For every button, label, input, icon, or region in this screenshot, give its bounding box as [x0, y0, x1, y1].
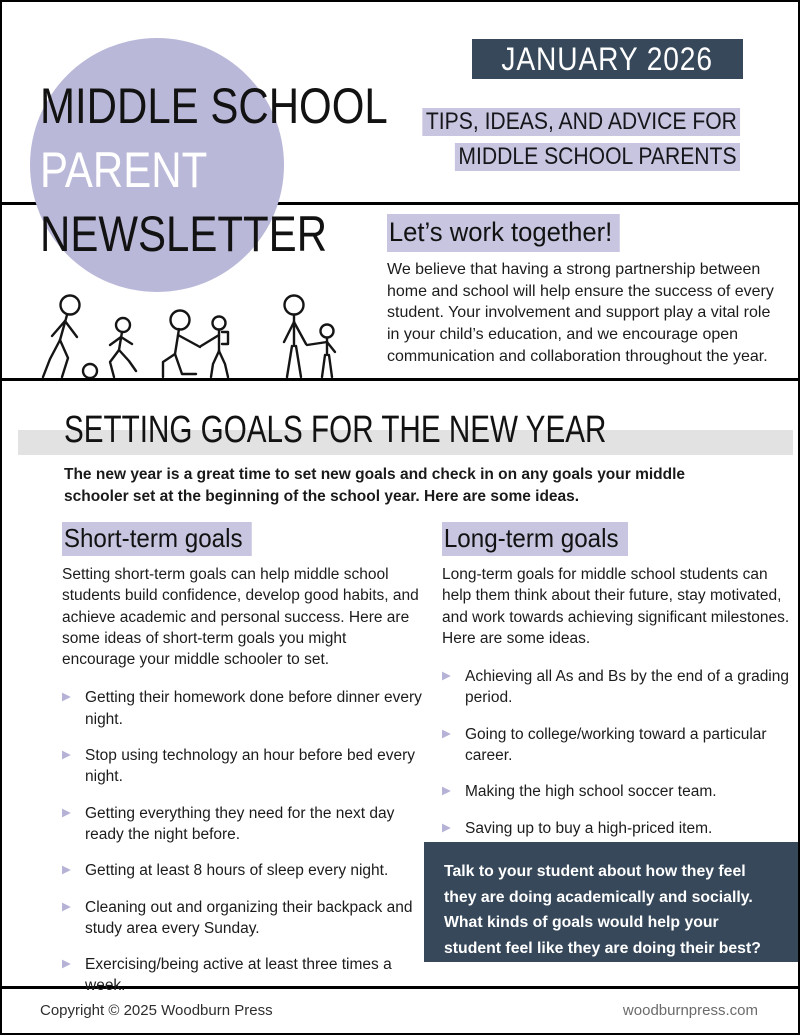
section-title: SETTING GOALS FOR THE NEW YEAR — [64, 409, 607, 451]
intro-section — [387, 214, 782, 368]
bullet-triangle-icon: ▶ — [62, 864, 71, 877]
list-item: ▶ Saving up to buy a high-priced item. — [442, 819, 713, 837]
issue-date: JANUARY 2026 — [501, 40, 714, 77]
intro-body: We believe that having a strong partnership between home and school will help ensure the success of every student. Your involvement and support play a vital role in your child’s education, and we encourage open communication and collaboration throughout the year. — [387, 261, 774, 365]
list-item: ▶ Getting their homework done before dinner every night. — [62, 689, 422, 728]
issue-banner — [472, 39, 743, 79]
bullet-triangle-icon: ▶ — [62, 691, 71, 704]
divider-middle — [2, 378, 800, 381]
list-item: ▶ Stop using technology an hour before bed every night. — [62, 747, 416, 786]
callout-text: Talk to your student about how they feel they are doing academically and socially. What kinds of goals would help your student feel like they are doing their best? — [444, 863, 761, 957]
bullet-triangle-icon: ▶ — [62, 900, 71, 913]
section-intro: The new year is a great time to set new goals and check in on any goals your middle schooler set at the beginning of the school year. Here are some ideas. — [64, 466, 686, 505]
tagline-line2: MIDDLE SCHOOL PARENTS — [379, 143, 740, 171]
masthead-title-line1: MIDDLE SCHOOL — [40, 78, 388, 134]
parents-children-illustration — [30, 294, 340, 379]
intro-heading: Let’s work together! — [387, 214, 782, 252]
short-term-heading: Short-term goals — [62, 522, 422, 556]
footer-copyright: Copyright © 2025 Woodburn Press — [40, 1002, 273, 1019]
bullet-triangle-icon: ▶ — [442, 727, 451, 740]
short-term-goals-column — [62, 522, 422, 1012]
list-item: ▶ Going to college/working toward a particular career. — [442, 725, 767, 765]
bullet-triangle-icon: ▶ — [62, 806, 71, 819]
bullet-triangle-icon: ▶ — [442, 670, 451, 683]
footer-website: woodburnpress.com — [622, 1002, 758, 1019]
long-term-goals-column — [442, 522, 792, 854]
short-term-body: Setting short-term goals can help middle school students build confidence, develop good habits, and achieve academic and personal success. Here are some ideas of short-term goals you might encourage your middle schooler to set. — [62, 566, 419, 669]
short-term-list — [62, 687, 422, 996]
list-item: ▶ Getting at least 8 hours of sleep every night. — [62, 862, 389, 880]
long-term-list — [442, 666, 792, 839]
list-item: ▶ Getting everything they need for the next day ready the night before. — [62, 804, 395, 843]
list-item: ▶ Achieving all As and Bs by the end of a grading period. — [442, 668, 789, 707]
talk-to-student-callout — [424, 842, 799, 962]
bullet-triangle-icon: ▶ — [62, 958, 71, 971]
long-term-heading: Long-term goals — [442, 522, 792, 556]
masthead-title-line3: NEWSLETTER — [40, 206, 328, 262]
list-item: ▶ Making the high school soccer team. — [442, 783, 717, 801]
list-item: ▶ Cleaning out and organizing their backpack and study area every Sunday. — [62, 898, 413, 937]
masthead-title-line2: PARENT — [40, 142, 208, 198]
tagline — [379, 108, 740, 178]
bullet-triangle-icon: ▶ — [442, 821, 451, 834]
long-term-body: Long-term goals for middle school students can help them think about their future, stay motivated, and work towards achieving significant milestones. Here are some ideas. — [442, 566, 790, 647]
bullet-triangle-icon: ▶ — [442, 785, 451, 798]
tagline-line1: TIPS, IDEAS, AND ADVICE FOR — [379, 108, 740, 136]
bullet-triangle-icon: ▶ — [62, 749, 71, 762]
list-item: ▶ Exercising/being active at least three times a week. — [62, 956, 392, 995]
